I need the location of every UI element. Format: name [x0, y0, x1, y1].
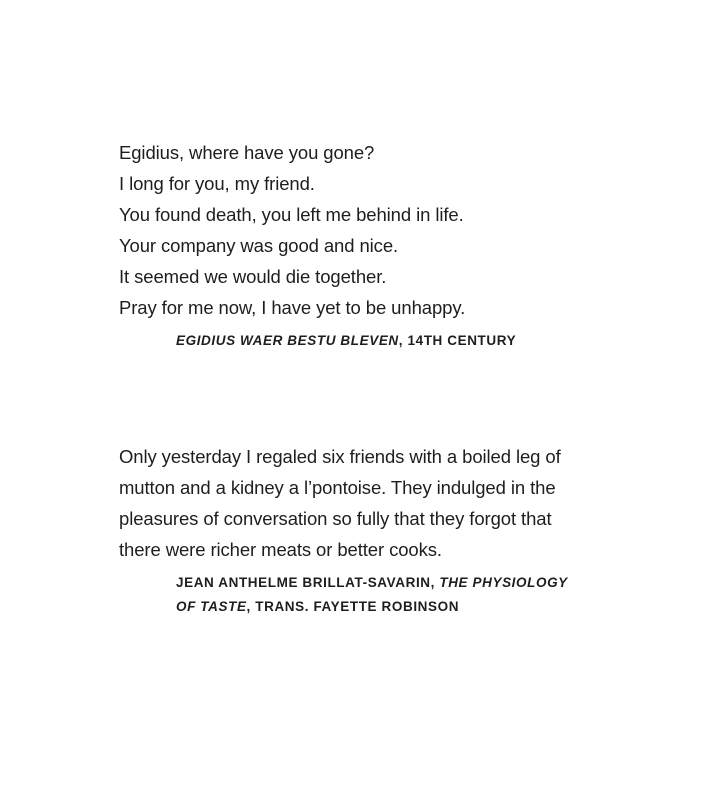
verse-line: Egidius, where have you gone? [119, 142, 375, 163]
prose-line: Only yesterday I regaled six friends with a boiled leg of [119, 446, 561, 467]
attribution-title-part2: OF TASTE [176, 599, 247, 614]
attribution-title-part1: THE PHYSIOLOGY [439, 575, 568, 590]
verse-block [119, 137, 599, 323]
prose-line: there were richer meats or better cooks. [119, 539, 442, 560]
epigraph-egidius [119, 137, 599, 353]
attribution-egidius [176, 329, 599, 353]
prose-line: mutton and a kidney a l’pontoise. They indulged in the [119, 477, 556, 498]
verse-line: I long for you, my friend. [119, 173, 315, 194]
attribution-brillat-savarin [176, 571, 599, 619]
attribution-title: EGIDIUS WAER BESTU BLEVEN [176, 333, 399, 348]
attribution-suffix: , TRANS. FAYETTE ROBINSON [246, 599, 460, 614]
prose-line: pleasures of conversation so fully that they forgot that [119, 508, 552, 529]
verse-line: You found death, you left me behind in life. [119, 204, 464, 225]
attribution-line-2 [176, 595, 599, 619]
verse-line: It seemed we would die together. [119, 266, 387, 287]
attribution-suffix: , 14TH CENTURY [398, 333, 517, 348]
verse-line: Your company was good and nice. [119, 235, 399, 256]
prose-block [119, 441, 599, 565]
verse-line: Pray for me now, I have yet to be unhappy. [119, 297, 466, 318]
epigraph-brillat-savarin [119, 441, 599, 619]
attribution-author: JEAN ANTHELME BRILLAT-SAVARIN, [176, 575, 435, 590]
attribution-line-1 [176, 571, 599, 595]
